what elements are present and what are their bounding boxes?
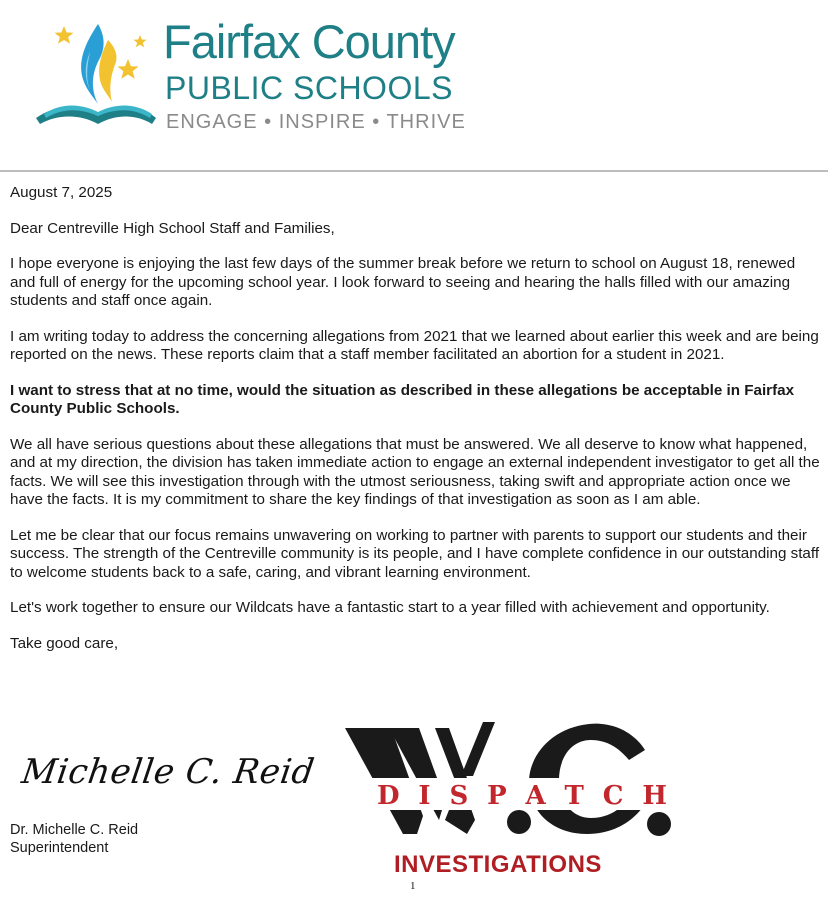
brand-subtitle: PUBLIC SCHOOLS — [165, 70, 453, 106]
brand-tagline: ENGAGE • INSPIRE • THRIVE — [166, 111, 466, 133]
letter-paragraph: We all have serious questions about these allegations that must be answered. We all deserve to know what happened, and at my direction, the division has taken immediate action to engage an external independent investigator to get all the facts. We will see this investigation through with the utmost seriousness, taking swift and appropriate action once we have the facts. It is my commitment to share the key findings of that investigation as soon as I am able. — [10, 435, 820, 508]
signer-block — [10, 822, 138, 857]
signer-name: Dr. Michelle C. Reid — [10, 822, 139, 838]
dispatch-letter: T — [564, 781, 584, 811]
letter-paragraph: I hope everyone is enjoying the last few days of the summer break before we return to school on August 18, renewed and full of energy for the upcoming school year. I look forward to seeing and hearing the halls filled with our amazing students and staff once again. — [10, 255, 796, 309]
letterhead — [0, 0, 838, 172]
letter-paragraph: Let me be clear that our focus remains unwavering on working to partner with parents to support our students and their success. The strength of the Centreville community is its people, and I have complete confidence in our outstanding staff to welcome students back to a safe, caring, and vibrant learning environment. — [10, 526, 820, 581]
letter-paragraph: Let's work together to ensure our Wildcats have a fantastic start to a year filled with achievement and opportunity. — [10, 599, 770, 616]
dispatch-letter: P — [487, 781, 507, 811]
handwritten-signature: Michelle C. Reid — [19, 752, 318, 792]
header-divider — [0, 170, 828, 172]
letter-closing: Take good care, — [10, 634, 119, 652]
dispatch-letter: D — [377, 781, 400, 811]
wc-dispatch-logo-icon — [345, 720, 675, 840]
letter-paragraph-emphasis: I want to stress that at no time, would the situation as described in these allegations be acceptable in Fairfax County Public Schools. — [10, 381, 795, 417]
dispatch-letter: I — [418, 781, 431, 811]
signer-title: Superintendent — [10, 839, 109, 856]
letter-body — [10, 184, 820, 670]
page-number: 1 — [410, 880, 416, 892]
letter-salutation: Dear Centreville High School Staff and Families, — [10, 219, 335, 237]
dispatch-letter: S — [449, 781, 469, 811]
brand-name: Fairfax County — [163, 15, 455, 68]
letter-paragraph: I am writing today to address the concerning allegations from 2021 that we learned about earlier this week and are being reported on the news. These reports claim that a staff member facilitated an abortion for a student in 2021. — [10, 327, 819, 363]
dispatch-letter: A — [525, 781, 546, 811]
letter-date: August 7, 2025 — [10, 184, 113, 201]
dispatch-letter: C — [602, 781, 624, 811]
dispatch-letter: H — [642, 781, 667, 811]
fcps-logo-icon — [28, 22, 158, 132]
dispatch-wordmark — [377, 781, 667, 811]
investigations-label: INVESTIGATIONS — [394, 851, 602, 878]
